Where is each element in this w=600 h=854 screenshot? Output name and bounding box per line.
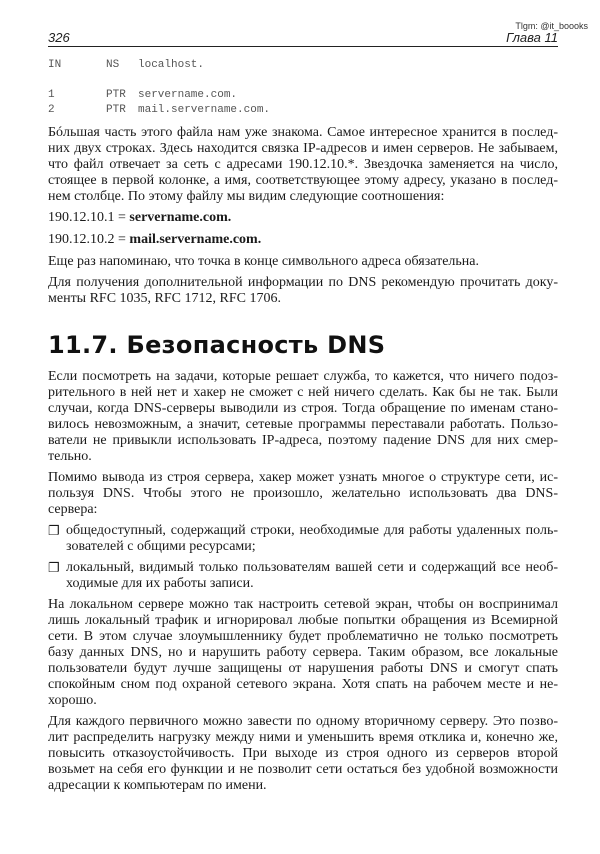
- paragraph: [48, 714, 558, 794]
- code-record-type: PTR: [106, 89, 126, 101]
- paragraph: [48, 125, 558, 205]
- checkbox-bullet-icon: ❐: [48, 560, 60, 575]
- text-line: локальный, видимый только пользователям вашей сети и содержащий все необ-: [66, 560, 558, 575]
- text-line: Помимо вывода из строя сервера, хакер может узнать многое о структуре сети, ис-: [48, 470, 558, 485]
- page-body: [48, 58, 558, 799]
- text-line: Бóльшая часть этого файла нам уже знакома. Самое интересное хранится в послед-: [48, 125, 558, 140]
- text-line: пользуя DNS. Чтобы этого не произошло, желательно использовать два DNS-: [48, 486, 558, 501]
- code-line: [48, 88, 558, 103]
- paragraph: [48, 470, 558, 518]
- paragraph: [48, 275, 558, 307]
- checkbox-bullet-icon: ❐: [48, 523, 60, 538]
- paragraph: [48, 597, 558, 709]
- hostname: mail.servername.com.: [129, 232, 262, 247]
- text-line: стоящее в первой колонке, а имя, соответствующее этому адресу, указано в послед-: [48, 173, 558, 188]
- text-line: На локальном сервере можно так настроить сетевой экран, чтобы он воспринимал: [48, 597, 558, 612]
- text-line: сети. В этом случае злоумышленнику будет проблематично не только посмотреть: [48, 629, 558, 644]
- code-record-value: mail.servername.com.: [138, 104, 271, 116]
- code-record-field: 2: [48, 104, 55, 116]
- text-line: случаи, когда DNS-серверы выводили из строя. Тогда обращение по именам стано-: [48, 401, 558, 416]
- chapter-label: Глава 11: [506, 30, 558, 45]
- text-line: Для получения дополнительной информации по DNS рекомендую прочитать доку-: [48, 275, 558, 290]
- text-line: повысить отказоустойчивость. При выходе из строя одного из серверов второй: [48, 746, 558, 761]
- ip-address: 190.12.10.2 =: [48, 232, 130, 247]
- code-line: [48, 73, 558, 88]
- code-record-type: PTR: [106, 104, 126, 116]
- text-line: лишь локальный трафик и игнорировал любые попытки обращения из Всемирной: [48, 613, 558, 628]
- text-line: базу данных DNS, но и нарушить работу сервера. Таким образом, все локальные: [48, 645, 558, 660]
- bullet-item: [48, 560, 558, 592]
- text-line: сервера:: [48, 502, 98, 517]
- text-line: адресации к компьютерам по имени.: [48, 778, 267, 793]
- header-rule: [48, 46, 558, 47]
- code-record-field: [48, 73, 106, 88]
- paragraph: [48, 254, 558, 270]
- code-line: [48, 103, 558, 118]
- bullet-text: [66, 523, 558, 555]
- text-line: Для каждого первичного можно завести по одному вторичному серверу. Это позво-: [48, 714, 558, 729]
- code-record-type: [106, 73, 138, 88]
- code-record-field: IN: [48, 59, 62, 71]
- code-record-value: servername.com.: [138, 89, 238, 101]
- code-record-value: localhost.: [138, 59, 205, 71]
- text-line: зователей с общими ресурсами;: [66, 539, 256, 554]
- text-line: что файл отвечает за сеть с адресами 190.12.10.*. Звездочка заменяется на число,: [48, 157, 558, 172]
- code-record-type: NS: [106, 59, 120, 71]
- text-line: них двух строках. Здесь находится связка IP-адресов и имен серверов. Не забываем,: [48, 141, 558, 156]
- text-line: рительного в ней нет и хакер не сможет с ней ничего сделать. Как бы не так. Были: [48, 385, 558, 400]
- text-line: Если посмотреть на задачи, которые решает служба, то кажется, что ничего подоз-: [48, 369, 558, 384]
- mapping-line: [48, 210, 558, 226]
- text-line: ватели не привыкли использовать IP-адреса, поэтому падение DNS для них смер-: [48, 433, 558, 448]
- text-line: спокойным сном под охраной сетевого экрана. Хотя спать на рабочем месте и не-: [48, 677, 558, 692]
- text-line: пользователи будут лучше защищены от нарушения работы DNS и смогут спать: [48, 661, 558, 676]
- code-listing: [48, 58, 558, 118]
- bullet-item: [48, 523, 558, 555]
- bullet-text: [66, 560, 558, 592]
- text-line: хорошо.: [48, 693, 97, 708]
- watermark: Tlgm: @it_boooks: [515, 21, 588, 31]
- code-line: [48, 58, 558, 73]
- running-header: [48, 30, 558, 45]
- text-line: Еще раз напоминаю, что точка в конце символьного адреса обязательна.: [48, 254, 479, 269]
- ip-address: 190.12.10.1 =: [48, 210, 130, 225]
- text-line: нем столбце. По этому файлу мы видим следующие соотношения:: [48, 189, 445, 204]
- mapping-line: [48, 232, 558, 248]
- section-title: 11.7. Безопасность DNS: [48, 331, 386, 359]
- text-line: тельно.: [48, 449, 92, 464]
- text-line: менты RFC 1035, RFC 1712, RFC 1706.: [48, 291, 281, 306]
- text-line: общедоступный, содержащий строки, необходимые для работы удаленных поль-: [66, 523, 558, 538]
- text-line: лит распределить нагрузку между ними и уменьшить время отклика и, конечно же,: [48, 730, 558, 745]
- text-line: возьмет на себя его функции и не позволит сети остаться без удобной возможности: [48, 762, 558, 777]
- paragraph: [48, 369, 558, 465]
- text-line: ходимые для их работы записи.: [66, 576, 254, 591]
- code-record-field: 1: [48, 89, 55, 101]
- page-number: 326: [48, 30, 70, 45]
- hostname: servername.com.: [129, 210, 232, 225]
- text-line: вилось невозможным, а значит, сетевые программы переставали работать. Пользо-: [48, 417, 558, 432]
